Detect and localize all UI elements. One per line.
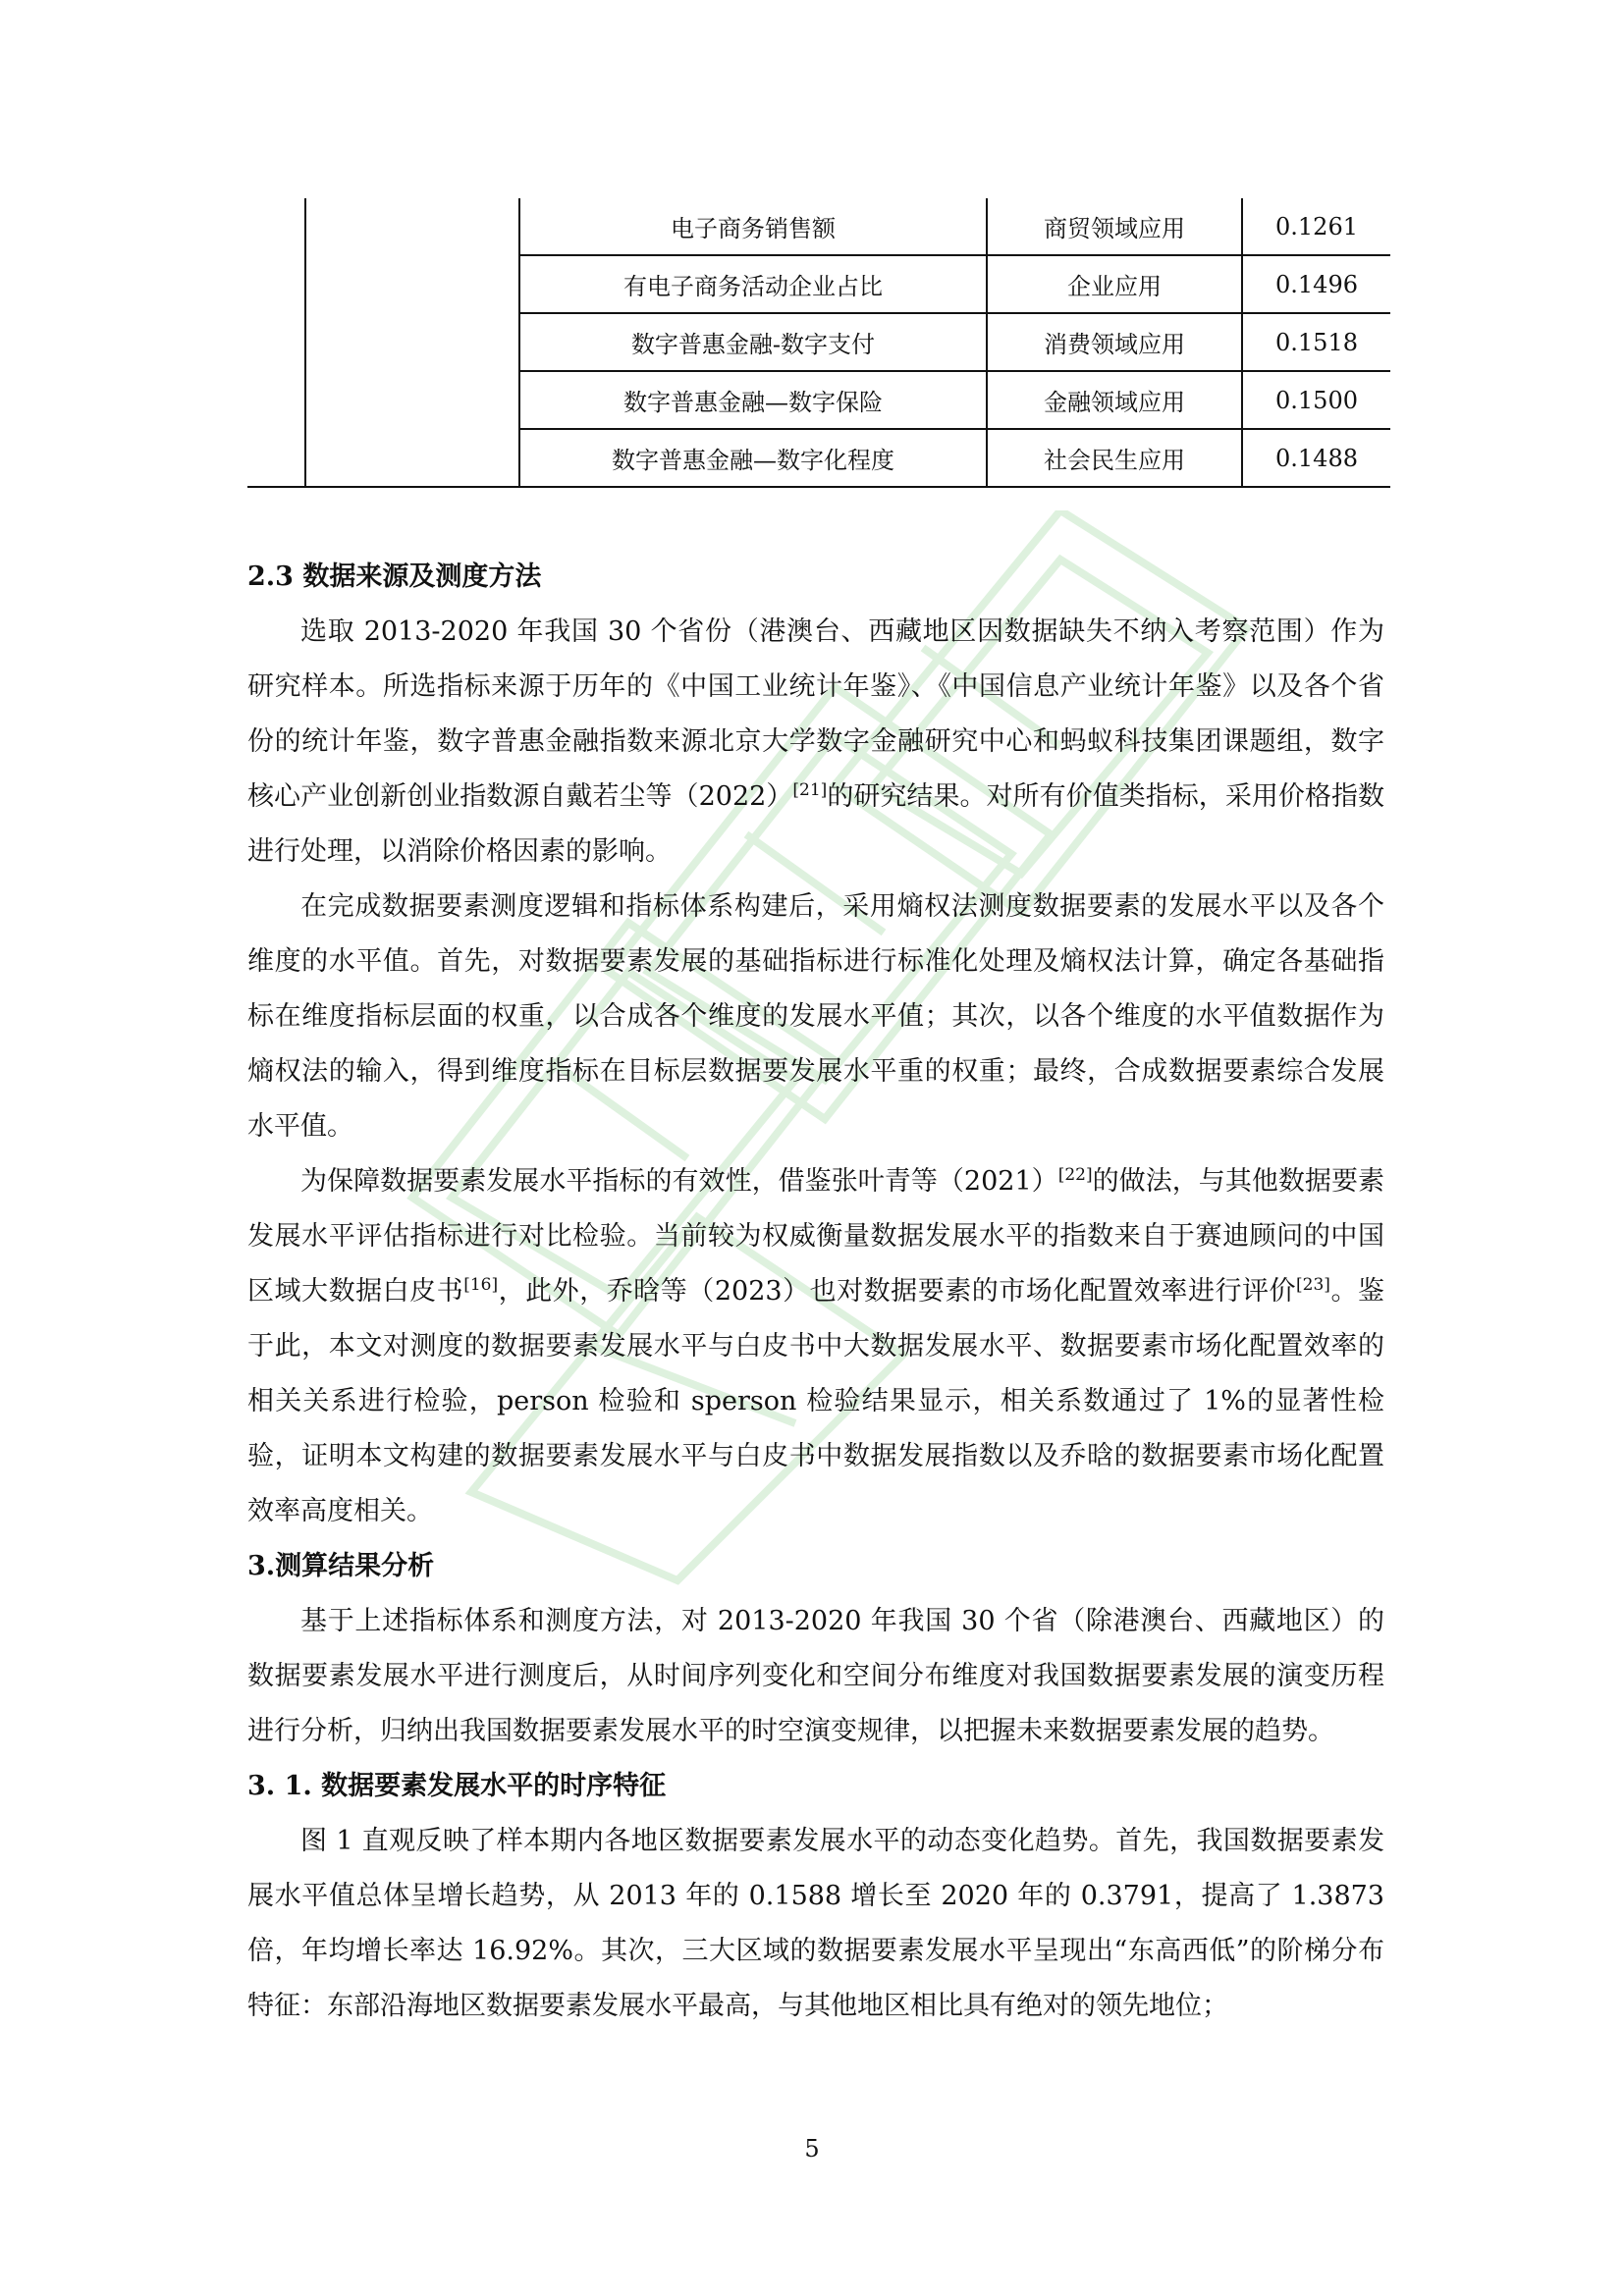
text-run: ，此外，乔晗等（2023）也对数据要素的市场化配置效率进行评价 <box>498 1276 1297 1307</box>
table-cell-empty <box>305 313 519 371</box>
table-cell-category: 金融领域应用 <box>987 371 1242 429</box>
table-cell-weight: 0.1500 <box>1242 371 1390 429</box>
citation-ref: [16] <box>463 1275 499 1295</box>
table-cell-indicator: 数字普惠金融-数字支付 <box>519 313 987 371</box>
table-cell-empty <box>305 429 519 487</box>
table-cell-empty <box>247 313 305 371</box>
citation-ref: [21] <box>792 780 828 800</box>
table-row <box>247 313 1390 371</box>
section-heading-3: 3.测算结果分析 <box>247 1551 435 1581</box>
text-run: 为保障数据要素发展水平指标的有效性，借鉴张叶青等（2021） <box>300 1166 1058 1197</box>
table-row <box>247 429 1390 487</box>
paragraph: 在完成数据要素测度逻辑和指标体系构建后，采用熵权法测度数据要素的发展水平以及各个维度的水平值。首先，对数据要素发展的基础指标进行标准化处理及熵权法计算，确定各基础指标在维度指标层面的权重，以合成各个维度的发展水平值；其次，以各个维度的水平值数据作为熵权法的输入，得到维度指标在目标层数据要发展水平重的权重；最终，合成数据要素综合发展水平值。 <box>247 891 1384 1142</box>
table-cell-category: 企业应用 <box>987 255 1242 313</box>
text-run: 的做法，与其他数据要素发展水平评估指标进行对比检验。当前较为权威衡量数据发展水平的指数来自于赛迪顾问的中国区域大数据白皮书 <box>247 1166 1385 1307</box>
table-cell-category: 商贸领域应用 <box>987 198 1242 255</box>
table-cell-empty <box>247 255 305 313</box>
table-cell-empty <box>305 198 519 255</box>
table-cell-weight: 0.1488 <box>1242 429 1390 487</box>
table-cell-empty <box>305 371 519 429</box>
indicator-weight-table <box>247 198 1390 488</box>
table-cell-indicator: 电子商务销售额 <box>519 198 987 255</box>
text-run: 选取 2013-2020 年我国 30 个省份（港澳台、西藏地区因数据缺失不纳入考察范围）作为研究样本。所选指标来源于历年的《中国工业统计年鉴》、《中国信息产业统计年鉴》以及各个省份的统计年鉴，数字普惠金融指数来源北京大学数字金融研究中心和蚂蚁科技集团课题组，数字核心产业创新创业指数源自戴若尘等（2022） <box>247 616 1384 812</box>
table-cell-category: 社会民生应用 <box>987 429 1242 487</box>
table-cell-category: 消费领域应用 <box>987 313 1242 371</box>
table-row <box>247 198 1390 255</box>
table-cell-weight: 0.1518 <box>1242 313 1390 371</box>
text-run: 。鉴于此，本文对测度的数据要素发展水平与白皮书中大数据发展水平、数据要素市场化配置效率的相关关系进行检验，person 检验和 sperson 检验结果显示，相关系数通过了 1%的显著性检验，证明本文构建的数据要素发展水平与白皮书中数据发展指数以及乔晗的数据要素市场化配置效率高度相关。 <box>247 1276 1385 1526</box>
table-cell-empty <box>247 371 305 429</box>
table-cell-indicator: 有电子商务活动企业占比 <box>519 255 987 313</box>
page-number: 5 <box>804 2135 820 2163</box>
table-cell-indicator: 数字普惠金融—数字保险 <box>519 371 987 429</box>
table-row <box>247 255 1390 313</box>
citation-ref: [23] <box>1296 1275 1330 1295</box>
table-cell-empty <box>247 429 305 487</box>
table-cell-indicator: 数字普惠金融—数字化程度 <box>519 429 987 487</box>
paragraph <box>247 1154 1384 1539</box>
section-heading-3-1: 3. 1. 数据要素发展水平的时序特征 <box>247 1771 667 1801</box>
paragraph: 图 1 直观反映了样本期内各地区数据要素发展水平的动态变化趋势。首先，我国数据要素发展水平值总体呈增长趋势，从 2013 年的 0.1588 增长至 2020 年的 0.3791，提高了 1.3873 倍，年均增长率达 16.92%。其次，三大区域的数据要素发展水平呈现出“东高西低”的阶梯分布特征：东部沿海地区数据要素发展水平最高，与其他地区相比具有绝对的领先地位； <box>247 1826 1384 2021</box>
paragraph <box>247 605 1384 880</box>
section-heading-2-3: 2.3 数据来源及测度方法 <box>247 561 542 592</box>
body-text <box>247 550 1384 2034</box>
table-cell-empty <box>305 255 519 313</box>
table-row <box>247 371 1390 429</box>
table-cell-weight: 0.1496 <box>1242 255 1390 313</box>
table-cell-empty <box>247 198 305 255</box>
table-cell-weight: 0.1261 <box>1242 198 1390 255</box>
text-run: 的研究结果。对所有价值类指标，采用价格指数进行处理，以消除价格因素的影响。 <box>247 781 1385 867</box>
paragraph: 基于上述指标体系和测度方法，对 2013-2020 年我国 30 个省（除港澳台、西藏地区）的数据要素发展水平进行测度后，从时间序列变化和空间分布维度对我国数据要素发展的演变历程进行分析，归纳出我国数据要素发展水平的时空演变规律，以把握未来数据要素发展的趋势。 <box>247 1606 1384 1746</box>
citation-ref: [22] <box>1057 1165 1093 1185</box>
